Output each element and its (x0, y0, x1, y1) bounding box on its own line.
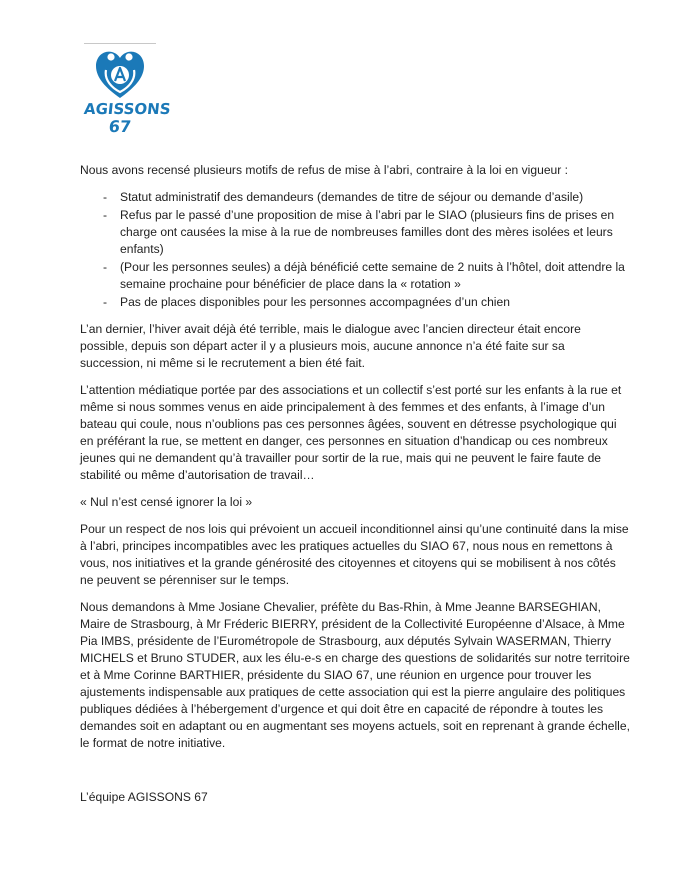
letter-body (80, 162, 630, 762)
refusal-reasons-list (80, 189, 630, 311)
logo-text-agissons: AGISSONS (83, 100, 172, 118)
intro-paragraph: Nous avons recensé plusieurs motifs de refus de mise à l’abri, contraire à la loi en vigueur : (80, 163, 569, 177)
list-item (80, 189, 630, 206)
agissons-67-logo (83, 40, 172, 140)
paragraph-respect-laws: Pour un respect de nos lois qui prévoient un accueil inconditionnel ainsi qu’une continuité dans la mise à l’abri, principes incompatibles avec les pratiques actuelles du SIAO 67, nous nous en remettons à vous, nos initiatives et la grande générosité des citoyennes et citoyens qui se mobilisent à nos côtés ne peuvent se pérenniser sur le temps. (80, 522, 629, 587)
list-item-text: Refus par le passé d’une proposition de mise à l’abri par le SIAO (plusieurs fins de prises en charge ont causées la mise à la rue de nombreuses familles dont des mères isolées et leurs enfants) (120, 208, 615, 256)
list-item-text: (Pour les personnes seules) a déjà bénéficié cette semaine de 2 nuits à l’hôtel, doit attendre la semaine prochaine pour bénéficier de place dans la « rotation » (120, 260, 625, 291)
header-rule (84, 43, 156, 44)
bullet-dash: - (103, 190, 108, 204)
list-item-text: Pas de places disponibles pour les personnes accompagnées d’un chien (120, 295, 510, 309)
list-item (80, 294, 630, 311)
list-item-text: Statut administratif des demandeurs (demandes de titre de séjour ou demande d’asile) (120, 190, 584, 204)
paragraph-quote: « Nul n’est censé ignorer la loi » (80, 495, 253, 509)
list-item (80, 259, 630, 293)
heart-people-a-icon (94, 48, 146, 100)
bullet-dash: - (103, 295, 108, 309)
signature: L’équipe AGISSONS 67 (80, 790, 208, 804)
paragraph-media-attention: L’attention médiatique portée par des associations et un collectif s’est porté sur les enfants à la rue et même si nous sommes venus en aide principalement à des femmes et des enfants, à l’image d’un bateau qui coule, nous n’oublions pas ces personnes âgées, souvent en détresse psychologique qui en préférant la rue, se mettent en danger, ces personnes en situation d’handicap ou ces nombreux jeunes qui ne demandent qu’à travailler pour sortir de la rue, mais qui ne peuvent le faire faute de stabilité ou même d’autorisation de travail… (80, 383, 622, 482)
paragraph-last-winter: L’an dernier, l’hiver avait déjà été terrible, mais le dialogue avec l’ancien directeur était encore possible, depuis son départ acter il y a plusieurs mois, aucune annonce n’a été faite sur sa succession, ni même si le recrutement a bien été fait. (80, 322, 581, 370)
list-item (80, 207, 630, 258)
paragraph-demands: Nous demandons à Mme Josiane Chevalier, préfète du Bas-Rhin, à Mme Jeanne BARSEGHIAN, Maire de Strasbourg, à Mr Fréderic BIERRY, président de la Collectivité Européenne d’Alsace, à Mme Pia IMBS, présidente de l’Eurométropole de Strasbourg, aux députés Sylvain WASERMAN, Thierry MICHELS et Bruno STUDER, aux les élu-e-s en charge des questions de solidarités sur notre territoire et à Mme Corinne BARTHIER, présidente du SIAO 67, une réunion en urgence pour trouver les ajustements indispensable aux pratiques de cette association qui est la pierre angulaire des politiques publiques dédiées à l’hébergement d’urgence et qui doit être en capacité de répondre à toutes les demandes soit en adaptant ou en augmentant ses moyens actuels, soit en reprenant à grande échelle, le format de notre initiative. (80, 600, 630, 750)
bullet-dash: - (103, 208, 108, 222)
bullet-dash: - (103, 260, 108, 274)
logo-text-67: 67 (107, 117, 133, 136)
